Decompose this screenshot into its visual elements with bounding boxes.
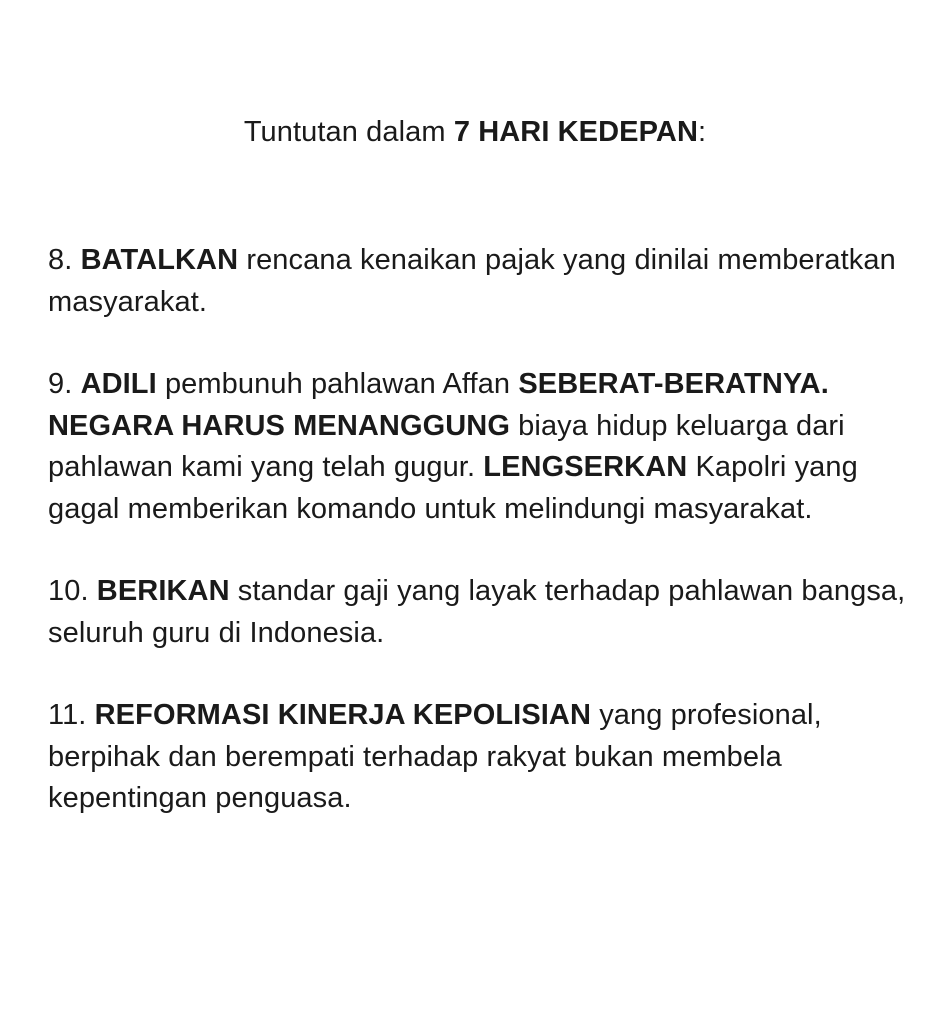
page-heading [0, 112, 950, 152]
item-text-run: ADILI [80, 368, 157, 400]
demands-list [48, 240, 918, 861]
item-text-run: BATALKAN [80, 244, 239, 276]
item-text-run: rencana kenaikan pajak yang dinilai memberatkan masyarakat. [48, 244, 896, 318]
item-text-run: REFORMASI KINERJA KEPOLISIAN [94, 699, 592, 731]
item-number: 8. [48, 244, 73, 276]
item-number: 9. [48, 368, 73, 400]
item-text-run: LENGSERKAN [483, 451, 688, 483]
demand-item-11 [48, 695, 918, 820]
item-text-run: biaya hidup keluarga dari pahlawan kami yang telah gugur. [48, 409, 845, 483]
item-text-run: SEBERAT-BERATNYA. NEGARA HARUS MENANGGUNG [48, 368, 829, 442]
item-text-run: standar gaji yang layak terhadap pahlawan bangsa, seluruh guru di Indonesia. [48, 575, 906, 649]
item-text-run: Kapolri yang gagal memberikan komando untuk melindungi masyarakat. [48, 451, 858, 525]
heading-emphasis: 7 HARI KEDEPAN [453, 116, 698, 148]
demand-item-8 [48, 240, 918, 323]
heading-suffix: : [698, 116, 707, 148]
demand-item-10 [48, 571, 918, 654]
item-text-run: pembunuh pahlawan Affan [156, 368, 519, 400]
heading-prefix: Tuntutan dalam [243, 116, 454, 148]
item-text-run: BERIKAN [96, 575, 230, 607]
item-number: 10. [48, 575, 89, 607]
demand-item-9 [48, 364, 918, 530]
item-number: 11. [48, 699, 87, 731]
item-text-run: yang profesional, berpihak dan berempati terhadap rakyat bukan membela kepentingan penguasa. [48, 699, 822, 814]
